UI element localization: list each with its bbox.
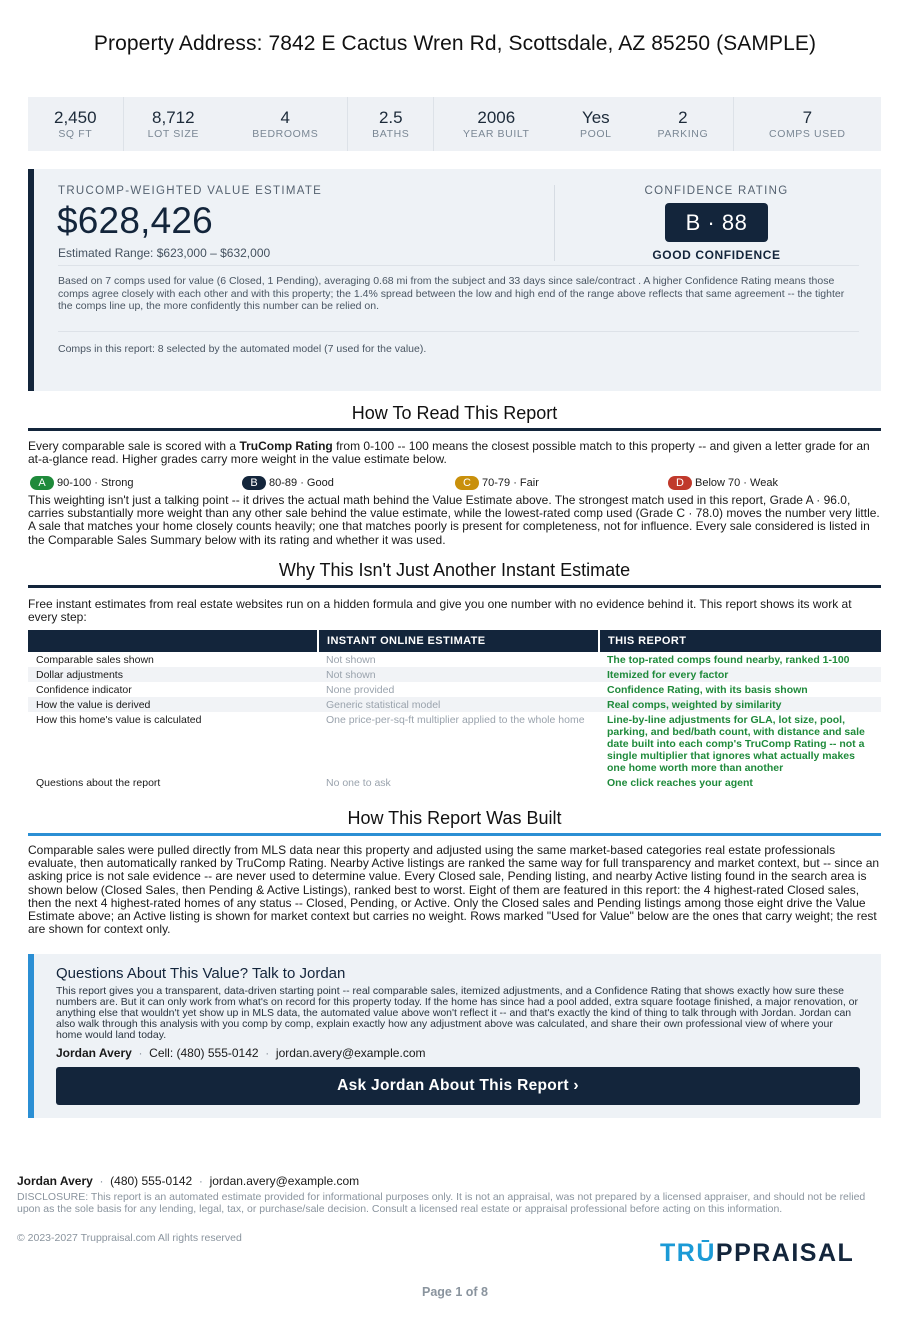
grade-label: 90-100 · Strong — [57, 477, 134, 489]
separator: · — [96, 1174, 111, 1188]
value-description: Based on 7 comps used for value (6 Closed, 1 Pending), averaging 0.68 mi from the subject and 33 days since sale/contract . A higher Confidence Rating means those comps agree closely with each other and with this property; the 1.4% spread between the low and high end of the range above reflects that same agreement -- the tighter the comps line up, the more confidently this number can be relied on. — [58, 275, 845, 312]
table-row — [28, 775, 881, 790]
stat-value: 4 — [280, 108, 291, 127]
grade-pill: A — [30, 476, 54, 490]
stat-value: Yes — [581, 108, 610, 127]
section-heading-why: Why This Isn't Just Another Instant Estimate — [278, 560, 631, 580]
instant-value: Not shown — [318, 667, 599, 682]
row-label: Confidence indicator — [36, 684, 132, 696]
stat-label: BATHS — [372, 128, 410, 140]
stat-value: 2 — [678, 108, 688, 127]
trucomp-rating-term: TruComp Rating — [239, 439, 333, 453]
stat-label: YEAR BUILT — [463, 128, 530, 140]
confidence-badge: B · 88 — [665, 203, 768, 242]
stat-label: PARKING — [657, 128, 709, 140]
grade-d — [668, 476, 778, 490]
column-header — [28, 630, 318, 652]
footer-email[interactable]: jordan.avery@example.com — [209, 1174, 360, 1188]
stat-baths — [348, 97, 434, 151]
stat-lot-size — [124, 97, 224, 151]
stat-value: 7 — [802, 108, 813, 127]
grade-b — [242, 476, 334, 490]
stat-label: BEDROOMS — [252, 128, 319, 140]
instant-value: Generic statistical model — [318, 697, 599, 712]
stat-comps-used — [734, 97, 881, 151]
agent-contact-line — [56, 1046, 425, 1060]
divider — [58, 265, 859, 266]
copyright: © 2023-2027 Truppraisal.com All rights reserved — [17, 1232, 242, 1244]
stat-label: LOT SIZE — [147, 128, 199, 140]
table-row — [28, 652, 881, 667]
confidence-rating-label: CONFIDENCE RATING — [644, 185, 789, 197]
grade-pill: B — [242, 476, 266, 490]
report-value: One click reaches your agent — [607, 777, 753, 789]
column-header: THIS REPORT — [599, 630, 881, 652]
contact-agent-panel — [28, 954, 881, 1118]
why-intro: Free instant estimates from real estate websites run on a hidden formula and give you one number with no evidence behind it. This report shows its work at every step: — [28, 597, 852, 625]
stat-bedrooms — [223, 97, 348, 151]
estimated-range: Estimated Range: $623,000 – $632,000 — [58, 246, 271, 260]
comparison-table — [28, 630, 881, 790]
section-heading-how-built: How This Report Was Built — [347, 808, 562, 828]
instant-value: No one to ask — [326, 777, 391, 789]
section-rule — [28, 585, 881, 588]
footer-contact — [17, 1174, 359, 1188]
grade-label: Below 70 · Weak — [695, 477, 778, 489]
row-label: How the value is derived — [28, 697, 318, 712]
instant-value: One price-per-sq-ft multiplier applied to the whole home — [326, 714, 585, 726]
instant-value: None provided — [326, 684, 395, 696]
contact-panel-text: This report gives you a transparent, data-driven starting point -- real comparable sales, itemized adjustments, and a Confidence Rating that shows exactly how sure these numbers are. But it can only work from what's on record for this property today. If the home has since had a pool added, extra square footage finished, a major renovation, or anything else that wouldn't yet show up in MLS data, the automated value above won't reflect it -- and that's exactly the kind of thing to talk through with Jordan. Jordan can also walk through this analysis with you comp by comp, explain exactly how any adjustment above was calculated, and share their own professional view of where your home would land today. — [56, 985, 858, 1041]
page-title: Property Address: 7842 E Cactus Wren Rd, Scottsdale, AZ 85250 (SAMPLE) — [93, 32, 817, 55]
grade-pill: C — [455, 476, 479, 490]
row-label: Dollar adjustments — [28, 667, 318, 682]
report-value: Real comps, weighted by similarity — [599, 697, 881, 712]
logo-rest: PPRAISAL — [715, 1239, 855, 1265]
grade-label: 80-89 · Good — [269, 477, 334, 489]
property-stats-bar — [28, 97, 881, 151]
divider — [58, 331, 859, 332]
value-estimate-amount: $628,426 — [57, 200, 213, 241]
logo-text — [660, 1239, 854, 1265]
grade-c — [455, 476, 539, 490]
report-value: Itemized for every factor — [599, 667, 881, 682]
comps-note: Comps in this report: 8 selected by the automated model (7 used for the value). — [58, 343, 427, 355]
report-value: The top-rated comps found nearby, ranked 1-100 — [607, 654, 850, 666]
stat-label: SQ FT — [58, 128, 93, 140]
grade-label: 70-79 · Fair — [482, 477, 539, 489]
disclosure-text: DISCLOSURE: This report is an automated estimate provided for informational purposes only. It is not an appraisal, was not prepared by a licensed appraiser, and should not be relied upon as the sole basis for any lending, legal, tax, or purchase/sale decision. Consult a licensed real estate or appraisal professional before acting on this information. — [17, 1191, 866, 1215]
how-built-body: Comparable sales were pulled directly from MLS data near this property and adjusted using the same market-based categories real estate professionals evaluate, then automatically ranked by TruComp Rating. Nearby Active listings are ranked the same way for full transparency and market context, but -- since an asking price is not sale evidence -- are never used to determine value. Every Closed sale, Pending listing, and nearby Active listing found in the search area is shown below (Closed Sales, then Pending & Active Listings), ranked best to worst. Eight of them are featured in this report: the 4 highest-rated Closed sales, then the next 4 highest-rated homes of any status -- Closed, Pending, or Active. Only the Closed sales and Pending listings among those eight drive the Value Estimate above; an Active listing is shown for market context but carries no weight. Rows marked "Used for Value" below are the ones that carry weight; the rest are shown for context only. — [28, 843, 880, 937]
agent-phone[interactable]: Cell: (480) 555-0142 — [149, 1046, 259, 1060]
stat-year-built — [434, 97, 558, 151]
instant-value: Not shown — [326, 654, 376, 666]
contact-panel-title: Questions About This Value? Talk to Jordan — [56, 965, 346, 982]
value-estimate-panel — [28, 169, 881, 391]
stat-value: 2.5 — [378, 108, 403, 127]
row-label: Questions about the report — [36, 777, 161, 789]
footer-agent-name: Jordan Avery — [17, 1174, 93, 1188]
panel-divider — [554, 185, 555, 261]
confidence-text: GOOD CONFIDENCE — [652, 248, 781, 262]
stat-value: 2006 — [477, 108, 516, 127]
grade-legend — [28, 476, 881, 492]
section-rule — [28, 428, 881, 431]
grade-pill: D — [668, 476, 692, 490]
agent-email[interactable]: jordan.avery@example.com — [275, 1046, 426, 1060]
intro-text: Every comparable sale is scored with a — [28, 439, 240, 453]
page-number: Page 1 of 8 — [422, 1285, 488, 1299]
stat-pool — [558, 97, 633, 151]
intro-text: from 0-100 -- 100 means the closest possible match to this property -- and given a letter grade for an at-a-glance read. Higher grades carry more weight in the value estimate below. — [28, 439, 870, 467]
truppraisal-logo — [660, 1237, 890, 1265]
table-header-row — [28, 630, 881, 652]
how-to-read-intro — [28, 440, 881, 466]
stat-label: POOL — [580, 128, 612, 140]
separator: · — [261, 1046, 276, 1060]
footer-phone[interactable]: (480) 555-0142 — [110, 1174, 193, 1188]
separator: · — [135, 1046, 150, 1060]
separator: · — [195, 1174, 210, 1188]
grade-a — [30, 476, 133, 490]
stat-parking — [633, 97, 734, 151]
table-row — [28, 697, 881, 712]
section-rule — [28, 833, 881, 836]
stat-label: COMPS USED — [769, 128, 846, 140]
stat-sqft — [28, 97, 124, 151]
how-to-read-body: This weighting isn't just a talking point -- it drives the actual math behind the Value Estimate above. The strongest match used in this report, Grade A · 96.0, carries substantially more weight than any other sale behind the value estimate, while the lowest-rated comp used (Grade C · 78.0) moves the number very little. A sale that matches your home closely counts heavily; one that matches poorly is present for completeness, not for influence. Every sale considered is listed in the Comparable Sales Summary below with its rating and whether it was used. — [28, 493, 880, 547]
stat-value: 2,450 — [54, 108, 97, 127]
section-heading-how-to-read: How To Read This Report — [351, 403, 558, 423]
report-value: Line-by-line adjustments for GLA, lot size, pool, parking, and bed/bath count, with distance and sale date built into each comp's TruComp Rating -- not a single multiplier that ignores what actually makes one home worth more than another — [607, 714, 865, 774]
agent-name: Jordan Avery — [56, 1046, 132, 1060]
stat-value: 8,712 — [152, 108, 195, 127]
report-value: Confidence Rating, with its basis shown — [607, 684, 808, 696]
column-header: INSTANT ONLINE ESTIMATE — [318, 630, 599, 652]
table-row — [28, 712, 881, 775]
row-label: Comparable sales shown — [36, 654, 154, 666]
logo-tru: TRŪ — [660, 1239, 716, 1265]
row-label: How this home's value is calculated — [36, 714, 202, 726]
value-estimate-label: TRUCOMP-WEIGHTED VALUE ESTIMATE — [58, 185, 323, 197]
table-row — [28, 682, 881, 697]
table-row — [28, 667, 881, 682]
ask-agent-button[interactable]: Ask Jordan About This Report › — [56, 1067, 860, 1105]
